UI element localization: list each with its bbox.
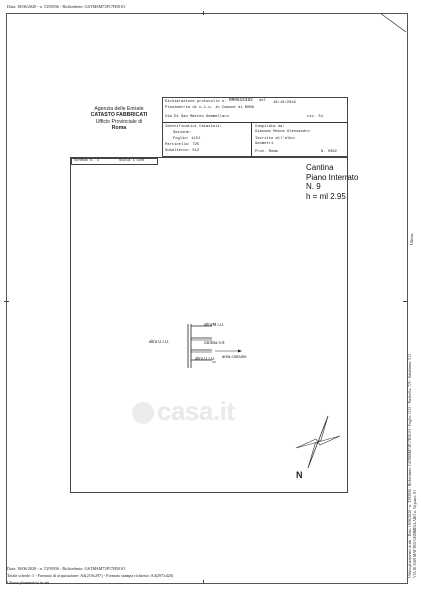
bottom-tick	[203, 580, 204, 584]
compilata-label: Compilata da:	[255, 125, 285, 129]
room-description	[306, 163, 358, 201]
side-address-text: VIA DI SAN MATTEO GEMMELLARO n. 54 piano: S1	[413, 489, 417, 578]
iscritto-label: Iscritto all'albo:	[255, 137, 297, 141]
footer-line-1: Data: 18/06/2020 - n. T293936 - Richiedente: GSTMSM73P17H501O	[7, 566, 126, 571]
label-cantina: cantina n.9	[204, 340, 225, 345]
watermark-text: casa.it	[157, 396, 235, 426]
ufficio-city: Roma	[111, 124, 127, 131]
watermark-logo	[132, 396, 234, 427]
ident-label: Identificativi Catastali:	[165, 125, 222, 129]
right-tick	[403, 301, 408, 302]
side-planimetria-text: Ultima planimetria in atti - Data: 18/06/2020 - n. T293936 - Richiedente: GSTMSM73P17H501O - Foglio: 1151 - Particella: 725 - Subalterno: 512	[408, 354, 412, 578]
scheda-label: Scheda n. 1	[74, 158, 100, 163]
agency-block	[74, 106, 164, 131]
room-number: N. 9	[306, 182, 321, 192]
room-floor: Piano Interrato	[306, 172, 359, 182]
side-ultima-label: Ultima	[409, 233, 414, 245]
label-altra-uiu-2: altra U.I.U.	[149, 339, 170, 344]
num-label: N. 5062	[321, 150, 337, 154]
sezione-field: Sezione:	[173, 131, 192, 135]
label-altra-uiu-1: altra U.I.U.	[204, 322, 225, 327]
via-line: Via Di San Matteo Gemmellaro	[165, 115, 229, 119]
prov-label: Prov. Roma	[255, 150, 278, 154]
label-area-comune: area comune	[222, 354, 247, 359]
civ-label: civ. 54	[307, 115, 323, 119]
header-form	[162, 97, 348, 157]
iscritto-value: Geometri	[255, 142, 274, 146]
floor-plan	[140, 310, 260, 380]
watermark-icon	[132, 402, 154, 424]
label-altra-uiu-3: altra U.I.U.	[195, 356, 216, 361]
particella-field: Particella: 725	[165, 143, 200, 147]
del-label: del	[259, 99, 266, 103]
scala-label: Scala 1:100	[119, 158, 145, 163]
left-tick	[4, 301, 9, 302]
catasto-title: CATASTO FABBRICATI	[90, 112, 148, 119]
dichiarazione-date: 18/10/2019	[273, 101, 296, 105]
room-height: h = ml 2.95	[306, 191, 346, 201]
footer-line-2: Totale schede: 1 - Formato di acquisizione: A4(210x297) - Formato stampa richiesto: A4(297x420)	[7, 573, 174, 578]
subalterno-field: Subalterno: 512	[165, 149, 200, 153]
corner-fold	[380, 13, 407, 33]
dichiarazione-value: RM0615392	[229, 98, 253, 103]
room-name: Cantina	[306, 163, 334, 172]
footer-line-3: Ultima planimetria in atti	[7, 580, 50, 585]
agency-name: Agenzia delle Entrate	[94, 106, 144, 112]
top-header: Data: 18/06/2020 - n. T293936 - Richiedente: GSTMSM73P17H501O	[7, 4, 126, 9]
dichiarazione-label: Dichiarazione protocollo n.	[165, 100, 227, 104]
compilata-value: Giacomo Mosca Alessandro	[255, 130, 310, 134]
foglio-field: Foglio: 1151	[173, 137, 201, 141]
north-label: N	[296, 470, 303, 480]
planimetria-line: Planimetria di u.i.u. in Comune di ROMA	[165, 106, 254, 110]
north-arrow-icon	[294, 412, 344, 477]
ufficio-label: Ufficio Provinciale di	[95, 118, 143, 125]
top-tick	[203, 11, 204, 15]
